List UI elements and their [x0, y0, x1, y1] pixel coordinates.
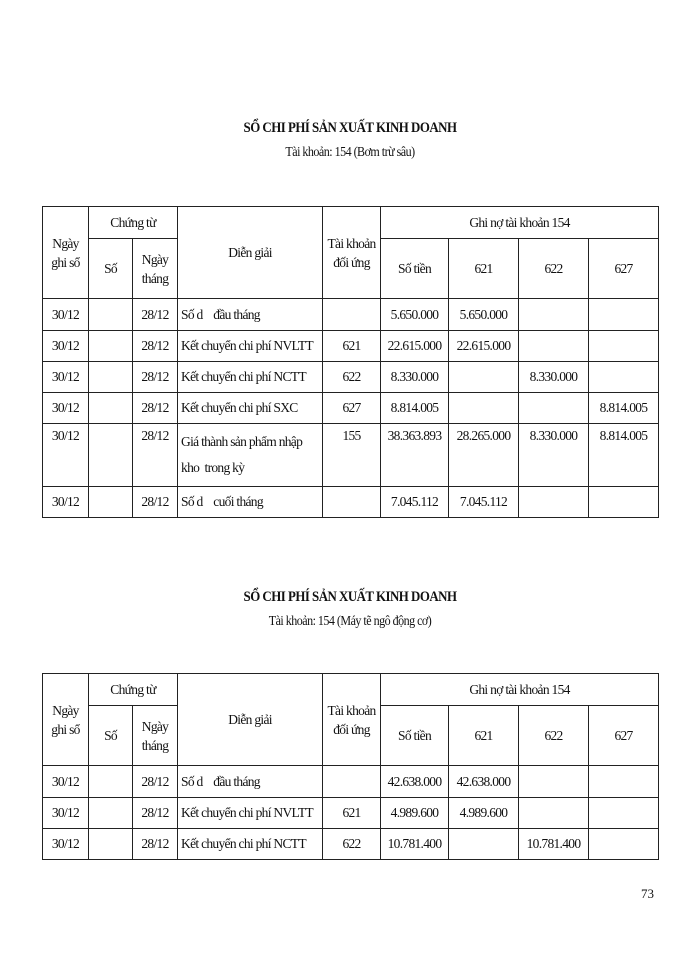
cell-so-tien: 5.650.000	[381, 299, 449, 331]
header-so: Số	[89, 706, 133, 766]
cell-dien-giai: Số d cuối tháng	[178, 487, 323, 518]
cell-ngay-thang: 28/12	[133, 798, 178, 829]
cell-so-tien: 38.363.893	[381, 424, 449, 487]
cell-627	[589, 798, 659, 829]
header-so-tien: Số tiền	[381, 706, 449, 766]
header-627: 627	[589, 706, 659, 766]
header-ngay-thang: Ngày tháng	[133, 239, 178, 299]
cell-627	[589, 487, 659, 518]
cell-tk	[323, 299, 381, 331]
cell-ngay-thang: 28/12	[133, 331, 178, 362]
cell-622	[519, 331, 589, 362]
cell-622: 10.781.400	[519, 829, 589, 860]
cell-dien-giai: Kết chuyển chi phí NVLTT	[178, 798, 323, 829]
ledger1-title: SỔ CHI PHÍ SẢN XUẤT KINH DOANH	[243, 120, 457, 136]
table-row	[43, 424, 659, 487]
header-tk-doi-ung: Tài khoản đối ứng	[323, 674, 381, 766]
page-number: 73	[641, 886, 654, 901]
header-627: 627	[589, 239, 659, 299]
cell-627	[589, 362, 659, 393]
header-ngay-thang: Ngày tháng	[133, 706, 178, 766]
cell-tk: 621	[323, 798, 381, 829]
cell-622: 8.330.000	[519, 362, 589, 393]
cell-tk: 155	[323, 424, 381, 487]
cell-622	[519, 798, 589, 829]
cell-tk: 622	[323, 829, 381, 860]
header-tk-doi-ung: Tài khoản đối ứng	[323, 207, 381, 299]
cell-627	[589, 299, 659, 331]
cell-so	[89, 766, 133, 798]
cell-621: 42.638.000	[449, 766, 519, 798]
cell-ngay-ghi-so: 30/12	[43, 331, 89, 362]
cell-tk: 621	[323, 331, 381, 362]
cell-so	[89, 299, 133, 331]
cell-so-tien: 8.814.005	[381, 393, 449, 424]
header-chung-tu: Chứng từ	[89, 674, 178, 706]
cell-tk	[323, 766, 381, 798]
table-row	[43, 487, 659, 518]
cell-621	[449, 393, 519, 424]
table-row	[43, 829, 659, 860]
cell-so-tien: 10.781.400	[381, 829, 449, 860]
table-row	[43, 798, 659, 829]
cell-621: 22.615.000	[449, 331, 519, 362]
cell-ngay-thang: 28/12	[133, 766, 178, 798]
cell-ngay-ghi-so: 30/12	[43, 362, 89, 393]
cell-dien-giai: Kết chuyển chi phí SXC	[178, 393, 323, 424]
cell-622	[519, 393, 589, 424]
cell-so	[89, 331, 133, 362]
header-dien-giai: Diễn giải	[178, 674, 323, 766]
table-row	[43, 299, 659, 331]
cell-621	[449, 829, 519, 860]
ledger1-subtitle: Tài khoản: 154 (Bơm trừ sâu)	[285, 145, 415, 160]
cell-tk: 627	[323, 393, 381, 424]
cell-dien-giai: Kết chuyển chi phí NCTT	[178, 362, 323, 393]
header-ngay-ghi-so: Ngày ghi sổ	[43, 207, 89, 299]
ledger2-subtitle: Tài khoản: 154 (Máy tẽ ngô động cơ)	[268, 614, 432, 629]
cell-so-tien: 7.045.112	[381, 487, 449, 518]
cell-dien-giai: Kết chuyển chi phí NCTT	[178, 829, 323, 860]
cell-621: 4.989.600	[449, 798, 519, 829]
cell-ngay-ghi-so: 30/12	[43, 299, 89, 331]
cell-ngay-thang: 28/12	[133, 362, 178, 393]
table-row	[43, 362, 659, 393]
ledger1-table	[42, 206, 659, 518]
cell-621: 5.650.000	[449, 299, 519, 331]
cell-so	[89, 829, 133, 860]
header-dien-giai: Diễn giải	[178, 207, 323, 299]
cell-tk: 622	[323, 362, 381, 393]
header-chung-tu: Chứng từ	[89, 207, 178, 239]
cell-ngay-ghi-so: 30/12	[43, 393, 89, 424]
cell-622	[519, 299, 589, 331]
header-621: 621	[449, 239, 519, 299]
cell-627	[589, 829, 659, 860]
cell-627: 8.814.005	[589, 424, 659, 487]
cell-627	[589, 766, 659, 798]
header-622: 622	[519, 706, 589, 766]
ledger2-table	[42, 673, 659, 860]
cell-ngay-thang: 28/12	[133, 299, 178, 331]
header-so: Số	[89, 239, 133, 299]
table-row	[43, 393, 659, 424]
cell-so-tien: 42.638.000	[381, 766, 449, 798]
header-so-tien: Số tiền	[381, 239, 449, 299]
cell-tk	[323, 487, 381, 518]
cell-so	[89, 424, 133, 487]
cell-dien-giai: Kết chuyển chi phí NVLTT	[178, 331, 323, 362]
cell-so	[89, 487, 133, 518]
cell-so	[89, 393, 133, 424]
cell-dien-giai: Số d đầu tháng	[178, 766, 323, 798]
cell-so	[89, 362, 133, 393]
cell-ngay-ghi-so: 30/12	[43, 829, 89, 860]
header-621: 621	[449, 706, 519, 766]
header-ghi-no: Ghi nợ tài khoản 154	[381, 207, 659, 239]
cell-627	[589, 331, 659, 362]
table-row	[43, 766, 659, 798]
cell-so-tien: 22.615.000	[381, 331, 449, 362]
cell-ngay-ghi-so: 30/12	[43, 766, 89, 798]
header-622: 622	[519, 239, 589, 299]
cell-621: 7.045.112	[449, 487, 519, 518]
cell-ngay-ghi-so: 30/12	[43, 798, 89, 829]
cell-ngay-ghi-so: 30/12	[43, 424, 89, 487]
cell-621	[449, 362, 519, 393]
cell-ngay-thang: 28/12	[133, 829, 178, 860]
table-row	[43, 331, 659, 362]
cell-ngay-thang: 28/12	[133, 424, 178, 487]
cell-ngay-thang: 28/12	[133, 487, 178, 518]
header-ghi-no: Ghi nợ tài khoản 154	[381, 674, 659, 706]
cell-622: 8.330.000	[519, 424, 589, 487]
cell-622	[519, 766, 589, 798]
header-ngay-ghi-so: Ngày ghi sổ	[43, 674, 89, 766]
ledger2-title: SỔ CHI PHÍ SẢN XUẤT KINH DOANH	[243, 589, 457, 605]
cell-so	[89, 798, 133, 829]
cell-so-tien: 4.989.600	[381, 798, 449, 829]
cell-dien-giai: Giá thành sản phẩm nhập kho trong kỳ	[178, 424, 323, 487]
cell-ngay-thang: 28/12	[133, 393, 178, 424]
cell-dien-giai: Số d đầu tháng	[178, 299, 323, 331]
cell-627: 8.814.005	[589, 393, 659, 424]
cell-621: 28.265.000	[449, 424, 519, 487]
cell-ngay-ghi-so: 30/12	[43, 487, 89, 518]
cell-622	[519, 487, 589, 518]
cell-so-tien: 8.330.000	[381, 362, 449, 393]
